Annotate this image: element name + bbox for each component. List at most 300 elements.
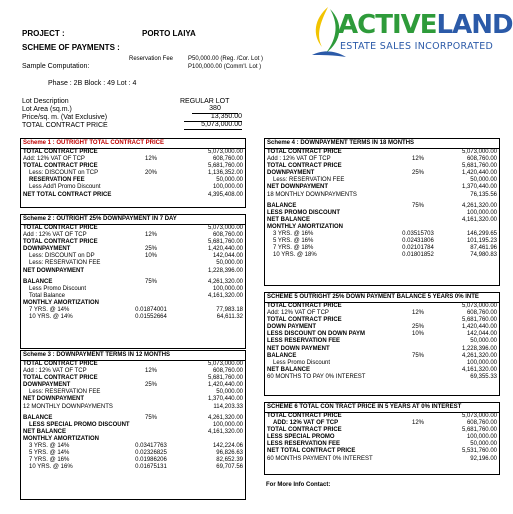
cell-amount: 5,073,000.00 bbox=[207, 361, 243, 367]
table-row bbox=[21, 293, 245, 300]
cell-rate: 0.01986206 bbox=[135, 457, 167, 464]
table-row bbox=[265, 184, 499, 191]
cell-amount: 608,760.00 bbox=[466, 310, 497, 317]
cell-amount: 76,135.56 bbox=[470, 191, 497, 198]
scheme-2-table bbox=[21, 225, 245, 321]
cell-amount: 96,826.63 bbox=[216, 450, 243, 457]
cell-amount: 5,073,000.00 bbox=[461, 149, 497, 155]
cell-rate bbox=[129, 389, 173, 396]
cell-rate bbox=[395, 360, 441, 367]
cell-label: NET DOWNPAYMENT bbox=[23, 396, 85, 403]
table-row bbox=[21, 314, 245, 321]
table-row bbox=[265, 434, 499, 441]
cell-rate: 25% bbox=[144, 382, 157, 389]
logo-brand-land: LAND bbox=[436, 10, 513, 40]
tcp-label: TOTAL CONTRACT PRICE bbox=[22, 122, 108, 129]
cell-amount: 5,681,760.00 bbox=[207, 163, 243, 170]
cell-amount: 146,299.65 bbox=[466, 231, 497, 238]
cell-amount: 101,195.23 bbox=[466, 238, 497, 245]
cell-label: DOWNPAYMENT bbox=[23, 382, 71, 389]
table-row bbox=[21, 457, 245, 464]
cell-label: 7 YRS. @ 16% bbox=[29, 457, 70, 464]
cell-amount: 64,611.32 bbox=[216, 314, 243, 321]
cell-label: TOTAL CONTRACT PRICE bbox=[23, 225, 98, 231]
project-name: PORTO LAIYA bbox=[142, 29, 196, 38]
table-row bbox=[265, 360, 499, 367]
table-row bbox=[265, 420, 499, 427]
cell-amount: 1,370,440.00 bbox=[461, 184, 497, 191]
cell-label: NET BALANCE bbox=[267, 216, 310, 223]
cell-rate bbox=[129, 239, 173, 246]
cell-rate: 75% bbox=[411, 352, 424, 359]
table-row bbox=[21, 361, 245, 368]
cell-rate bbox=[129, 149, 173, 156]
logo-tagline: ESTATE SALES INCORPORATED bbox=[340, 41, 494, 52]
cell-rate bbox=[395, 367, 441, 374]
cell-rate: 10% bbox=[411, 331, 424, 338]
cell-amount: 92,196.00 bbox=[470, 455, 497, 462]
table-row bbox=[265, 338, 499, 345]
reservation-label: Reservation Fee bbox=[129, 56, 174, 62]
cell-label: BALANCE bbox=[23, 414, 53, 421]
cell-amount: 1,420,440.00 bbox=[461, 324, 497, 331]
cell-amount: 50,000.00 bbox=[470, 338, 497, 345]
cell-rate bbox=[395, 210, 441, 217]
table-row bbox=[265, 427, 499, 434]
cell-rate: 75% bbox=[144, 414, 157, 421]
cell-rate bbox=[395, 374, 441, 381]
table-row bbox=[21, 415, 245, 422]
cell-label: NET TOTAL CONTRACT PRICE bbox=[23, 191, 112, 198]
cell-rate bbox=[129, 225, 173, 232]
cell-amount: 100,000.00 bbox=[212, 421, 243, 428]
scheme-4-title: Scheme 4 : DOWNPAYMENT TERMS IN 18 MONTHS bbox=[265, 139, 499, 149]
cell-label: MONTHLY AMORTIZATION bbox=[23, 435, 99, 442]
cell-amount: 4,261,320.00 bbox=[461, 202, 497, 209]
cell-label: LESS SPECIAL PROMO bbox=[267, 434, 335, 441]
cell-rate bbox=[129, 260, 173, 267]
cell-rate bbox=[129, 361, 173, 368]
logo-brand-active: ACTIVE bbox=[338, 10, 437, 40]
table-row bbox=[265, 367, 499, 374]
cell-amount: 142,224.06 bbox=[212, 443, 243, 450]
cell-amount: 100,000.00 bbox=[212, 285, 243, 292]
cell-label: 3 YRS. @ 16% bbox=[273, 231, 314, 238]
cell-label: TOTAL CONTRACT PRICE bbox=[267, 317, 342, 324]
cell-rate: 25% bbox=[411, 170, 424, 177]
cell-rate: 12% bbox=[411, 420, 424, 427]
cell-amount: 4,395,408.00 bbox=[207, 191, 243, 198]
table-row bbox=[21, 404, 245, 411]
table-row bbox=[21, 232, 245, 239]
cell-rate: 12% bbox=[144, 156, 157, 163]
cell-amount: 5,681,760.00 bbox=[461, 427, 497, 434]
table-row bbox=[21, 443, 245, 450]
cell-rate: 20% bbox=[144, 170, 157, 177]
cell-amount: 608,760.00 bbox=[466, 420, 497, 427]
cell-label: NET TOTAL CONTRACT PRICE bbox=[267, 448, 356, 455]
project-label: PROJECT : bbox=[22, 29, 65, 38]
cell-rate bbox=[129, 300, 173, 307]
cell-rate bbox=[395, 163, 441, 170]
table-row bbox=[265, 441, 499, 448]
scheme-1-table bbox=[21, 149, 245, 199]
table-row bbox=[21, 436, 245, 443]
cell-label: 7 YRS. @ 14% bbox=[29, 307, 70, 314]
cell-amount: 5,073,000.00 bbox=[207, 149, 243, 155]
reservation-fee-2: P100,000.00 (Comm'l. Lot ) bbox=[188, 64, 262, 70]
table-row bbox=[21, 149, 245, 156]
table-row bbox=[265, 217, 499, 224]
lot-area-value: 380 bbox=[192, 105, 238, 114]
cell-amount: 87,461.96 bbox=[470, 245, 497, 252]
table-row bbox=[265, 317, 499, 324]
cell-label: MONTHLY AMORTIZATION bbox=[23, 299, 99, 306]
table-row bbox=[265, 149, 499, 156]
cell-amount: 608,760.00 bbox=[212, 156, 243, 163]
cell-rate bbox=[129, 429, 173, 436]
cell-rate bbox=[129, 184, 173, 191]
table-row bbox=[21, 163, 245, 170]
cell-label: RESERVATION FEE bbox=[29, 177, 85, 184]
cell-rate bbox=[395, 192, 441, 199]
table-row bbox=[21, 239, 245, 246]
cell-label: 7 YRS. @ 18% bbox=[273, 245, 314, 252]
table-row bbox=[21, 422, 245, 429]
tcp-value: 5,073,000.00 bbox=[184, 121, 242, 130]
cell-rate: 12% bbox=[144, 232, 157, 239]
cell-label: Less: RESERVATION FEE bbox=[29, 389, 101, 396]
cell-rate bbox=[129, 293, 173, 300]
cell-rate bbox=[395, 413, 441, 420]
cell-amount: 50,000.00 bbox=[216, 260, 243, 267]
cell-label: 60 MONTHS TO PAY 0% INTEREST bbox=[267, 373, 366, 380]
cell-rate: 0.02431806 bbox=[402, 238, 434, 245]
cell-label: Less: DISCOUNT on DP bbox=[29, 253, 95, 260]
cell-label: TOTAL CONTRACT PRICE bbox=[267, 413, 342, 419]
cell-label: ADD: 12% VAT OF TCP bbox=[273, 420, 339, 427]
table-row bbox=[21, 279, 245, 286]
cell-label: 12 MONTHLY DOWNPAYMENTS bbox=[23, 403, 113, 410]
scheme-3-title: Scheme 3 : DOWNPAYMENT TERMS IN 12 MONTHS bbox=[21, 351, 245, 361]
table-row bbox=[21, 260, 245, 267]
cell-label: LESS DISCOUNT ON DOWN PAYM bbox=[267, 331, 366, 338]
cell-label: Less Add'l Promo Discount bbox=[29, 184, 101, 191]
table-row bbox=[21, 429, 245, 436]
cell-rate: 0.03417763 bbox=[135, 443, 167, 450]
scheme-6-box bbox=[264, 402, 500, 475]
cell-amount: 1,228,396.00 bbox=[207, 267, 243, 274]
cell-amount: 5,073,000.00 bbox=[207, 225, 243, 231]
cell-label: BALANCE bbox=[267, 352, 297, 359]
table-row bbox=[21, 253, 245, 260]
cell-rate: 12% bbox=[144, 368, 157, 375]
cell-rate bbox=[395, 177, 441, 184]
sample-label: Sample Computation: bbox=[22, 63, 90, 70]
cell-label: LESS RESERVATION FEE bbox=[267, 338, 341, 345]
cell-rate: 75% bbox=[144, 278, 157, 285]
cell-label: 10 YRS. @ 18% bbox=[273, 252, 317, 259]
cell-amount: 50,000.00 bbox=[470, 177, 497, 184]
table-row bbox=[21, 246, 245, 253]
cell-rate bbox=[395, 448, 441, 455]
cell-rate: 0.01801852 bbox=[402, 252, 434, 259]
scheme-3-box bbox=[20, 350, 246, 500]
table-row bbox=[265, 252, 499, 259]
cell-amount: 5,681,760.00 bbox=[461, 163, 497, 170]
reservation-fee-1: P50,000.00 (Reg. /Cor. Lot ) bbox=[188, 56, 264, 62]
cell-amount: 5,681,760.00 bbox=[461, 317, 497, 324]
cell-rate bbox=[395, 184, 441, 191]
cell-rate: 0.01552664 bbox=[135, 314, 167, 321]
cell-amount: 608,760.00 bbox=[466, 156, 497, 163]
cell-label: TOTAL CONTRACT PRICE bbox=[23, 163, 98, 170]
scheme-6-title: SCHEME 6 TOTAL CON TRACT PRICE IN 5 YEARS AT 0% INTEREST bbox=[265, 403, 499, 413]
table-row bbox=[265, 353, 499, 360]
cell-amount: 82,652.39 bbox=[216, 457, 243, 464]
phase-block-lot: Phase : 2B Block : 49 Lot : 4 bbox=[48, 80, 137, 87]
table-row bbox=[21, 225, 245, 232]
contact-label: For More Info Contact: bbox=[266, 482, 331, 488]
table-row bbox=[21, 300, 245, 307]
cell-label: Less: RESERVATION FEE bbox=[29, 260, 101, 267]
cell-label: 5 YRS. @ 16% bbox=[273, 238, 314, 245]
activeland-logo bbox=[308, 5, 513, 65]
cell-label: DOWNPAYMENT bbox=[23, 246, 71, 253]
cell-rate bbox=[129, 163, 173, 170]
cell-amount: 74,980.83 bbox=[470, 252, 497, 259]
table-row bbox=[21, 184, 245, 191]
cell-amount: 1,420,440.00 bbox=[207, 246, 243, 253]
cell-amount: 50,000.00 bbox=[216, 389, 243, 396]
table-row bbox=[21, 389, 245, 396]
cell-label: DOWNPAYMENT bbox=[267, 170, 315, 177]
cell-amount bbox=[173, 436, 245, 443]
cell-label: 18 MONTHLY DOWNPAYMENTS bbox=[267, 191, 357, 198]
table-row bbox=[265, 156, 499, 163]
cell-label: BALANCE bbox=[267, 202, 297, 209]
cell-rate bbox=[395, 317, 441, 324]
cell-rate bbox=[129, 396, 173, 403]
table-row bbox=[265, 448, 499, 455]
cell-rate: 75% bbox=[411, 202, 424, 209]
price-sqm-label: Price/sq. m. (Vat Exclusive) bbox=[22, 114, 108, 121]
scheme-4-table bbox=[265, 149, 499, 259]
cell-amount: 5,681,760.00 bbox=[207, 375, 243, 382]
cell-rate bbox=[395, 224, 441, 231]
cell-rate: 0.03515703 bbox=[402, 231, 434, 238]
table-row bbox=[265, 210, 499, 217]
table-row bbox=[21, 268, 245, 275]
table-row bbox=[265, 310, 499, 317]
table-row bbox=[21, 307, 245, 314]
cell-amount: 1,136,352.00 bbox=[207, 170, 243, 177]
scheme-label: SCHEME OF PAYMENTS : bbox=[22, 43, 120, 52]
cell-label: NET BALANCE bbox=[267, 366, 310, 373]
table-row bbox=[265, 331, 499, 338]
cell-label: 10 YRS. @ 14% bbox=[29, 314, 73, 321]
cell-amount: 69,355.33 bbox=[470, 373, 497, 380]
cell-label: LESS PROMO DISCOUNT bbox=[267, 209, 341, 216]
table-row bbox=[265, 456, 499, 463]
scheme-5-box bbox=[264, 292, 500, 396]
cell-rate bbox=[395, 434, 441, 441]
table-row bbox=[265, 224, 499, 231]
table-row bbox=[21, 382, 245, 389]
scheme-2-box bbox=[20, 214, 246, 349]
cell-label: Add : 12% VAT OF TCP bbox=[23, 232, 87, 239]
cell-label: TOTAL CONTRACT PRICE bbox=[23, 239, 98, 246]
cell-label: 3 YRS. @ 14% bbox=[29, 443, 70, 450]
cell-rate bbox=[395, 346, 441, 353]
scheme-5-title: SCHEME 5 OUTRIGHT 25% DOWN PAYMENT BALANCE 5 YEARS 0% INTE bbox=[265, 293, 499, 303]
cell-label: Add : 12% VAT OF TCP bbox=[267, 156, 331, 163]
table-row bbox=[265, 238, 499, 245]
table-row bbox=[21, 368, 245, 375]
cell-rate: 12% bbox=[411, 310, 424, 317]
table-row bbox=[265, 170, 499, 177]
cell-label: Add: 12% VAT OF TCP bbox=[267, 310, 329, 317]
scheme-4-box bbox=[264, 138, 500, 286]
table-row bbox=[21, 177, 245, 184]
cell-rate: 0.01874001 bbox=[135, 307, 167, 314]
scheme-1-box bbox=[20, 138, 246, 208]
cell-label: NET DOWN PAYMENT bbox=[267, 345, 330, 352]
cell-amount: 4,161,320.00 bbox=[461, 216, 497, 223]
scheme-2-title: Scheme 2 : OUTRIGHT 25% DOWNPAYMENT IN 7 DAY bbox=[21, 215, 245, 225]
cell-label: NET DOWNPAYMENT bbox=[267, 184, 329, 191]
cell-rate bbox=[129, 375, 173, 382]
cell-label: TOTAL CONTRACT PRICE bbox=[267, 427, 342, 434]
cell-rate bbox=[129, 422, 173, 429]
cell-amount: 608,760.00 bbox=[212, 232, 243, 239]
cell-amount: 4,161,320.00 bbox=[207, 428, 243, 435]
cell-amount: 142,044.00 bbox=[466, 331, 497, 338]
cell-label: MONTHLY AMORTIZATION bbox=[267, 223, 343, 230]
cell-amount: 608,760.00 bbox=[212, 368, 243, 375]
cell-amount: 1,370,440.00 bbox=[207, 396, 243, 403]
price-sqm-value: 13,350.00 bbox=[184, 113, 242, 122]
table-row bbox=[21, 286, 245, 293]
table-row bbox=[21, 156, 245, 163]
cell-label: LESS SPECIAL PROMO DISCOUNT bbox=[29, 421, 130, 428]
cell-rate bbox=[395, 427, 441, 434]
cell-amount: 50,000.00 bbox=[470, 441, 497, 448]
table-row bbox=[265, 177, 499, 184]
cell-rate bbox=[395, 441, 441, 448]
cell-rate: 12% bbox=[411, 156, 424, 163]
cell-amount: 4,161,320.00 bbox=[461, 366, 497, 373]
cell-amount: 1,420,440.00 bbox=[461, 170, 497, 177]
cell-amount: 5,681,760.00 bbox=[207, 239, 243, 246]
cell-rate bbox=[129, 177, 173, 184]
cell-amount: 4,261,320.00 bbox=[461, 352, 497, 359]
cell-label: Add: 12% VAT OF TCP bbox=[23, 156, 85, 163]
cell-amount: 142,044.00 bbox=[212, 253, 243, 260]
cell-rate: 10% bbox=[144, 253, 157, 260]
table-row bbox=[21, 464, 245, 471]
lot-desc-label: Lot Description bbox=[22, 98, 69, 105]
cell-amount: 50,000.00 bbox=[216, 177, 243, 184]
scheme-5-table bbox=[265, 303, 499, 381]
cell-rate bbox=[129, 436, 173, 443]
cell-rate bbox=[395, 338, 441, 345]
table-row bbox=[265, 346, 499, 353]
cell-amount: 1,228,396.00 bbox=[461, 345, 497, 352]
cell-label: Add : 12% VAT OF TCP bbox=[23, 368, 87, 375]
cell-amount: 4,261,320.00 bbox=[207, 414, 243, 421]
cell-amount: 5,073,000.00 bbox=[461, 413, 497, 419]
cell-label: NET BALANCE bbox=[23, 428, 66, 435]
lot-area-label: Lot Area (sq.m.) bbox=[22, 106, 72, 113]
table-row bbox=[265, 245, 499, 252]
table-row bbox=[21, 396, 245, 403]
cell-label: Total Balance bbox=[29, 292, 66, 299]
cell-label: Less Promo Discount bbox=[29, 285, 87, 292]
cell-amount: 100,000.00 bbox=[466, 209, 497, 216]
cell-amount: 114,203.33 bbox=[213, 403, 243, 410]
cell-rate bbox=[129, 404, 173, 411]
cell-label: 5 YRS. @ 14% bbox=[29, 450, 70, 457]
cell-label: TOTAL CONTRACT PRICE bbox=[267, 163, 342, 170]
table-row bbox=[265, 163, 499, 170]
cell-label: TOTAL CONTRACT PRICE bbox=[23, 149, 98, 155]
table-row bbox=[265, 413, 499, 420]
cell-label: TOTAL CONTRACT PRICE bbox=[267, 149, 342, 155]
cell-amount: 77,983.18 bbox=[216, 307, 243, 314]
cell-rate bbox=[129, 286, 173, 293]
table-row bbox=[21, 450, 245, 457]
cell-amount: 100,000.00 bbox=[212, 184, 243, 191]
cell-rate: 0.02326825 bbox=[135, 450, 167, 457]
table-row bbox=[21, 170, 245, 177]
cell-label: 10 YRS. @ 16% bbox=[29, 464, 73, 471]
cell-rate bbox=[395, 149, 441, 156]
cell-rate: 25% bbox=[144, 246, 157, 253]
cell-amount: 100,000.00 bbox=[466, 359, 497, 366]
cell-label: Less Promo Discount bbox=[273, 359, 331, 366]
cell-label: TOTAL CONTRACT PRICE bbox=[23, 361, 98, 367]
table-row bbox=[21, 375, 245, 382]
table-row bbox=[265, 324, 499, 331]
cell-label: TOTAL CONTRACT PRICE bbox=[267, 303, 342, 309]
cell-label: TOTAL CONTRACT PRICE bbox=[23, 375, 98, 382]
cell-amount: 100,000.00 bbox=[466, 434, 497, 441]
cell-rate: 0.02101784 bbox=[402, 245, 434, 252]
table-row bbox=[21, 192, 245, 199]
table-row bbox=[265, 231, 499, 238]
table-row bbox=[265, 192, 499, 199]
scheme-1-title: Scheme 1 : OUTRIGHT TOTAL CONTRACT PRICE bbox=[21, 139, 245, 149]
cell-label: NET DOWNPAYMENT bbox=[23, 267, 85, 274]
cell-amount: 1,420,440.00 bbox=[207, 382, 243, 389]
table-row bbox=[265, 303, 499, 310]
table-row bbox=[265, 203, 499, 210]
cell-label: Less: RESERVATION FEE bbox=[273, 177, 345, 184]
cell-amount: 5,073,000.00 bbox=[461, 303, 497, 309]
cell-rate bbox=[395, 456, 441, 463]
cell-amount bbox=[441, 224, 499, 231]
cell-label: Less: DISCOUNT on TCP bbox=[29, 170, 99, 177]
cell-label: 60 MONTHS PAYMENT 0% INTEREST bbox=[267, 455, 373, 462]
lot-desc-value: REGULAR LOT bbox=[180, 98, 230, 105]
cell-amount: 5,531,760.00 bbox=[461, 448, 497, 455]
cell-rate: 25% bbox=[411, 324, 424, 331]
cell-rate bbox=[395, 303, 441, 310]
cell-label: DOWN PAYMENT bbox=[267, 324, 317, 331]
cell-label: LESS RESERVATION FEE bbox=[267, 441, 341, 448]
cell-amount: 4,161,320.00 bbox=[207, 292, 243, 299]
